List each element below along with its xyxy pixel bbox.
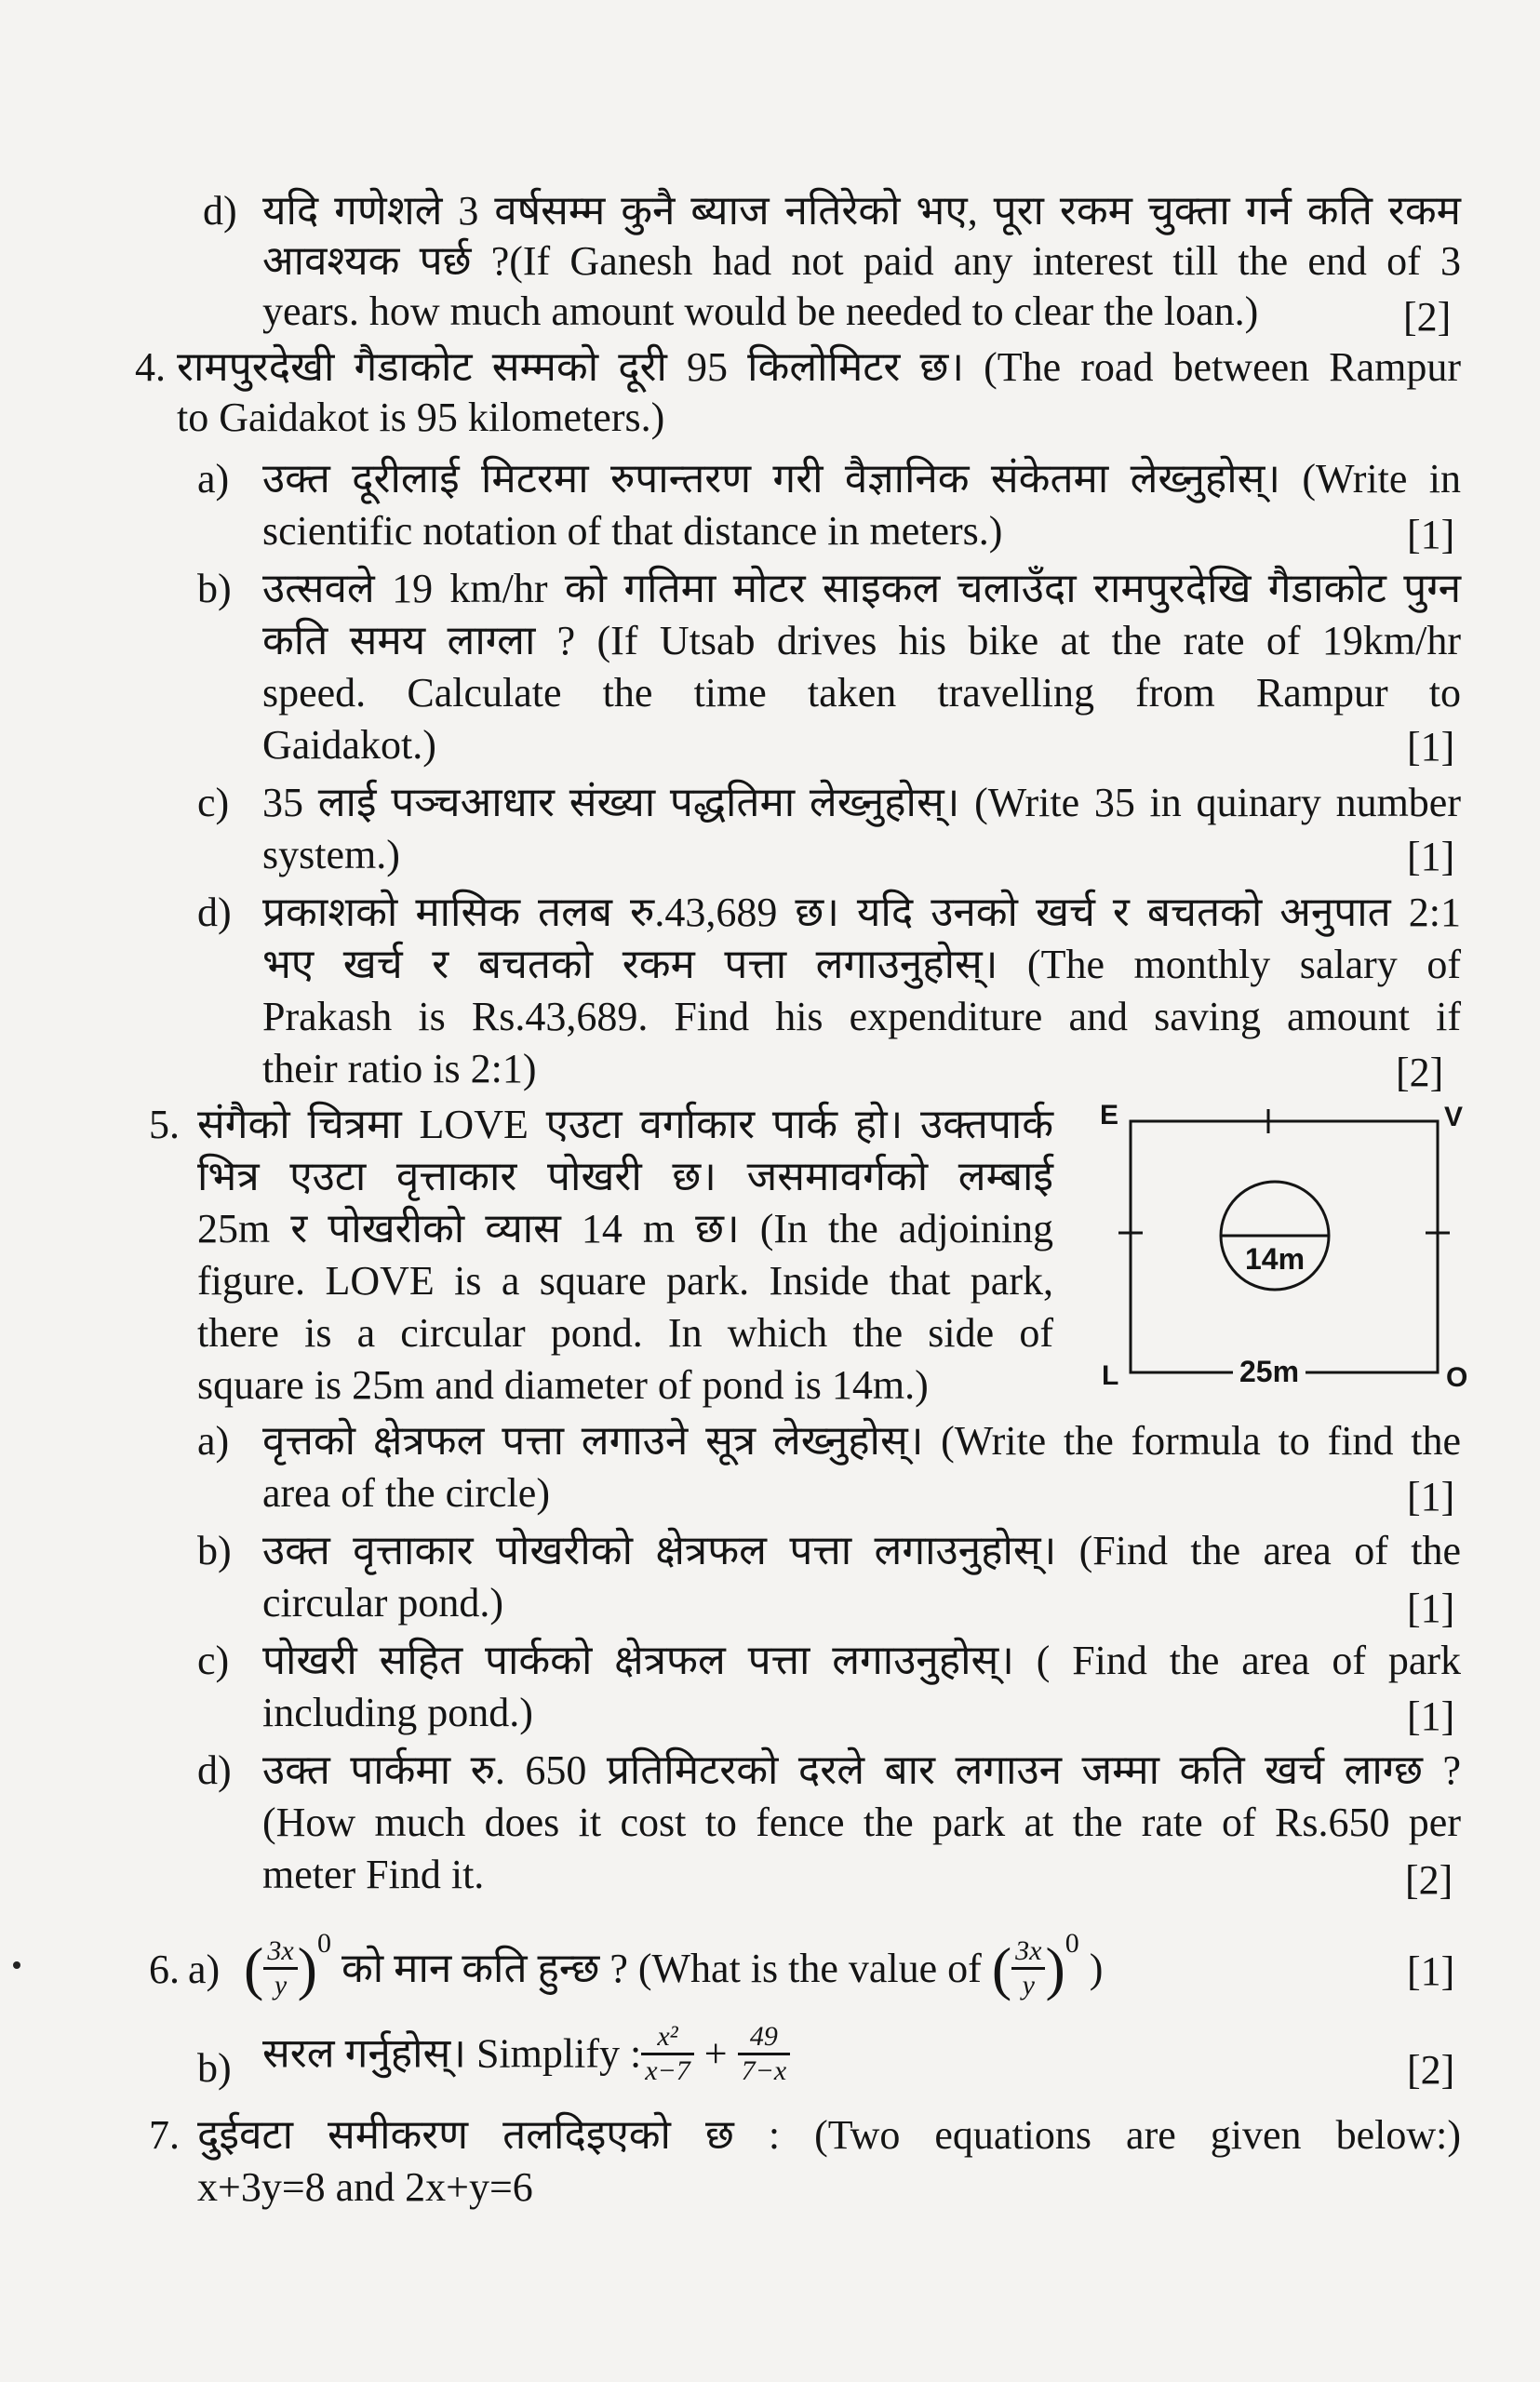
q4b-line-2: कति समय लाग्ला ? (If Utsab drives his bike at the rate of 19km/hr <box>262 618 1461 663</box>
q5d-label: d) <box>197 1747 232 1793</box>
q6a-close: ) <box>1089 1945 1104 1991</box>
q5a-mark: [1] <box>1407 1474 1455 1519</box>
q6a-frac-1-den: y <box>274 1970 288 2001</box>
q6b-fraction-2 <box>738 2021 791 2087</box>
q5-line-2: भित्र एउटा वृत्ताकार पोखरी छ। जसमावर्गको लम्बाई <box>197 1154 1053 1199</box>
figure-diameter-label: 14m <box>1244 1242 1306 1276</box>
q6a-fraction-2 <box>1011 1935 1045 2001</box>
q6a-open-paren-2: ( <box>991 1934 1012 2001</box>
q4b-line-3: speed. Calculate the time taken travelling from Rampur to <box>262 670 1461 716</box>
q4c-mark: [1] <box>1407 834 1455 879</box>
q4d-line-2: भए खर्च र बचतको रकम पत्ता लगाउनुहोस्। (The monthly salary of <box>262 942 1461 987</box>
q6a-exponent-1: 0 <box>316 1928 331 1959</box>
q6b-expression <box>262 2021 790 2087</box>
figure-side-label: 25m <box>1239 1355 1300 1388</box>
q4-line-1: रामपुरदेखी गैडाकोट सम्मको दूरी 95 किलोमिटर छ। (The road between Rampur <box>177 344 1461 390</box>
q4a-mark: [1] <box>1407 512 1455 557</box>
q6b-label: b) <box>197 2045 232 2091</box>
q5-line-6: square is 25m and diameter of pond is 14m.) <box>197 1362 929 1408</box>
q6b-mark: [2] <box>1407 2047 1455 2093</box>
q4b-label: b) <box>197 566 232 611</box>
q5d-line-2: (How much does it cost to fence the park at the rate of Rs.650 per <box>262 1800 1461 1845</box>
figure-label-L: L <box>1102 1360 1119 1391</box>
q5-line-4: figure. LOVE is a square park. Inside that park, <box>197 1258 1053 1304</box>
q6a-text: को मान कति हुन्छ ? (What is the value of <box>341 1945 982 1991</box>
q3d-label: d) <box>203 188 237 234</box>
q4d-line-3: Prakash is Rs.43,689. Find his expenditure and saving amount if <box>262 994 1461 1039</box>
q4c-label: c) <box>197 780 230 825</box>
q6a-frac-2-den: y <box>1022 1970 1035 2001</box>
q6a-close-paren-1: ) <box>297 1934 317 2001</box>
q6b-frac-2-num: 49 <box>738 2021 791 2055</box>
q3d-line-1: यदि गणेशले 3 वर्षसम्म कुनै ब्याज नतिरेको भए, पूरा रकम चुक्ता गर्न कति रकम <box>262 188 1461 234</box>
q4a-line-1: उक्त दूरीलाई मिटरमा रुपान्तरण गरी वैज्ञानिक संकेतमा लेख्नुहोस्। (Write in <box>262 456 1461 502</box>
q5b-label: b) <box>197 1528 232 1573</box>
q4b-mark: [1] <box>1407 724 1455 769</box>
margin-dot <box>13 1961 20 1969</box>
q5b-line-2: circular pond.) <box>262 1580 503 1626</box>
q4c-line-2: system.) <box>262 832 400 877</box>
q6a-fraction-1 <box>263 1935 297 2001</box>
q6b-frac-1-num: x² <box>641 2021 694 2055</box>
q4d-label: d) <box>197 890 232 935</box>
q4d-mark: [2] <box>1396 1050 1444 1095</box>
q5a-label: a) <box>197 1418 230 1464</box>
q5a-line-1: वृत्तको क्षेत्रफल पत्ता लगाउने सूत्र लेख्नुहोस्। (Write the formula to find the <box>262 1418 1461 1464</box>
figure-label-E: E <box>1100 1100 1119 1131</box>
q7-number: 7. <box>149 2112 180 2158</box>
q3d-line-2: आवश्यक पर्छ ?(If Ganesh had not paid any interest till the end of 3 <box>262 238 1461 284</box>
q7-line-1: दुईवटा समीकरण तलदिइएको छ : (Two equations are given below:) <box>197 2112 1461 2158</box>
q5c-line-2: including pond.) <box>262 1690 533 1735</box>
q6a-exponent-2: 0 <box>1065 1928 1079 1959</box>
q5-line-5: there is a circular pond. In which the side of <box>197 1310 1053 1356</box>
q5d-line-3: meter Find it. <box>262 1852 485 1897</box>
q4-number: 4. <box>135 344 166 390</box>
q6a-open-paren-1: ( <box>244 1934 264 2001</box>
q3d-line-3: years. how much amount would be needed to clear the loan.) <box>262 288 1259 334</box>
q6a-mark: [1] <box>1407 1948 1455 1994</box>
q4c-line-1: 35 लाई पञ्चआधार संख्या पद्धतिमा लेख्नुहोस्। (Write 35 in quinary number <box>262 780 1461 825</box>
q5b-mark: [1] <box>1407 1586 1455 1631</box>
q6a-frac-1-num: 3x <box>263 1935 297 1970</box>
q6a-label: a) <box>188 1947 221 1992</box>
q5-line-3: 25m र पोखरीको व्यास 14 m छ। (In the adjoining <box>197 1206 1053 1251</box>
q5a-line-2: area of the circle) <box>262 1470 550 1516</box>
figure-label-O: O <box>1446 1362 1468 1393</box>
q5b-line-1: उक्त वृत्ताकार पोखरीको क्षेत्रफल पत्ता लगाउनुहोस्। (Find the area of the <box>262 1528 1461 1573</box>
q6b-text: सरल गर्नुहोस्। Simplify : <box>262 2030 642 2077</box>
q6b-fraction-1 <box>641 2021 694 2087</box>
q5c-line-1: पोखरी सहित पार्कको क्षेत्रफल पत्ता लगाउनुहोस्। ( Find the area of park <box>262 1638 1461 1683</box>
q4-line-2: to Gaidakot is 95 kilometers.) <box>177 395 665 440</box>
q6b-plus: + <box>703 2030 728 2077</box>
q6a-frac-2-num: 3x <box>1011 1935 1045 1970</box>
q4a-label: a) <box>197 456 230 502</box>
q4a-line-2: scientific notation of that distance in meters.) <box>262 508 1003 554</box>
q4d-line-1: प्रकाशको मासिक तलब रु.43,689 छ। यदि उनको खर्च र बचतको अनुपात 2:1 <box>262 890 1461 935</box>
q6-number: 6. <box>149 1947 180 1992</box>
park-figure <box>1098 1098 1470 1405</box>
q5c-label: c) <box>197 1638 230 1683</box>
figure-label-V: V <box>1444 1102 1464 1132</box>
q6b-frac-1-den: x−7 <box>645 2055 690 2086</box>
q4b-line-1: उत्सवले 19 km/hr को गतिमा मोटर साइकल चलाउँदा रामपुरदेखि गैडाकोट पुग्न <box>262 566 1461 611</box>
q5d-mark: [2] <box>1405 1857 1453 1903</box>
q7-line-2: x+3y=8 and 2x+y=6 <box>197 2164 533 2210</box>
q3d-mark: [2] <box>1403 294 1452 340</box>
q5c-mark: [1] <box>1407 1693 1455 1739</box>
q6a-close-paren-2: ) <box>1045 1934 1065 2001</box>
q4d-line-4: their ratio is 2:1) <box>262 1046 537 1091</box>
q5-number: 5. <box>149 1102 180 1147</box>
q6b-frac-2-den: 7−x <box>741 2055 787 2086</box>
q4b-line-4: Gaidakot.) <box>262 722 436 768</box>
q6a-expression <box>244 1919 1103 2001</box>
q5-line-1: संगैको चित्रमा LOVE एउटा वर्गाकार पार्क हो। उक्तपार्क <box>197 1102 1053 1147</box>
q5d-line-1: उक्त पार्कमा रु. 650 प्रतिमिटरको दरले बार लगाउन जम्मा कति खर्च लाग्छ ? <box>262 1747 1461 1793</box>
